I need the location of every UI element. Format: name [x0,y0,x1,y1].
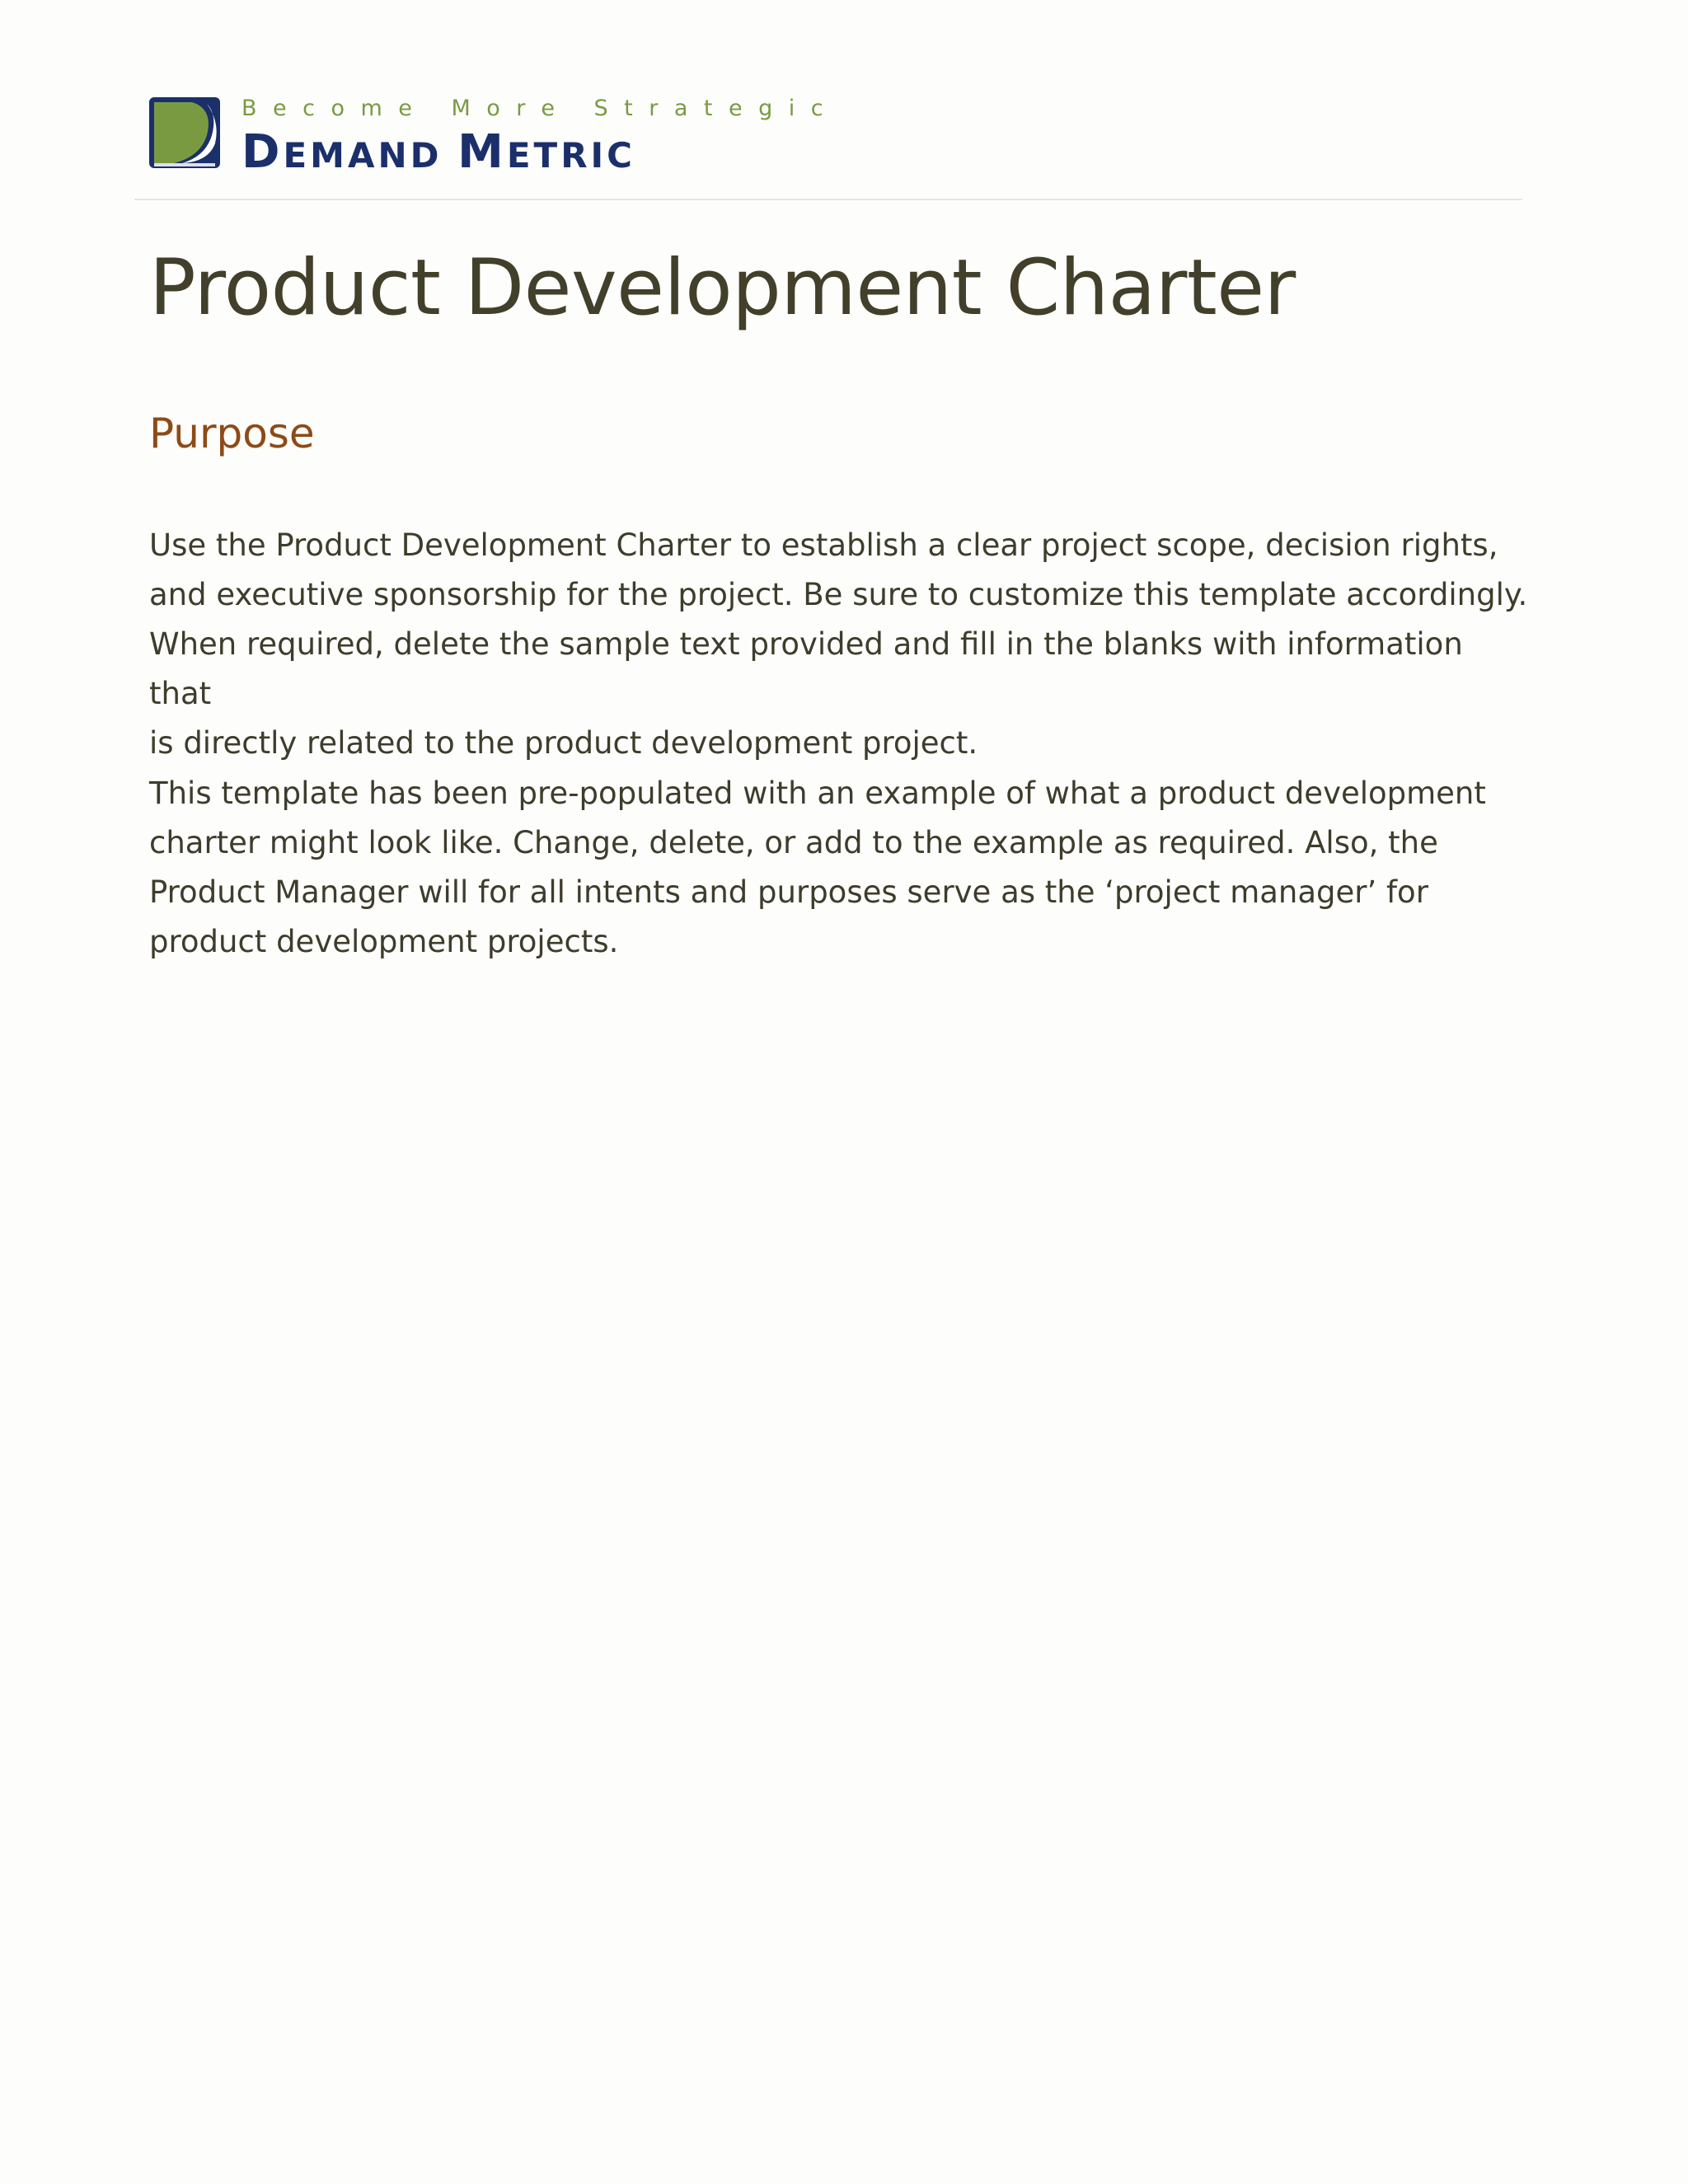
section-heading-purpose: Purpose [149,410,315,457]
document-title: Product Development Charter [149,243,1296,333]
purpose-paragraph-1: Use the Product Development Charter to establish a clear project scope, decision rights, and executive sponsorship for the project. Be sure to customize this template accordingly. When required, delete the sample text provided and fill in the blanks with information that is directly related to the product development project. [149,527,1528,761]
logo-wordmark-etric: ETRIC [506,135,635,176]
demand-metric-logo [149,92,840,179]
logo-mark-icon [149,97,220,168]
logo-wordmark [241,125,635,179]
logo-tagline: Become More Strategic [241,96,840,121]
logo-wordmark-d: D [241,125,284,179]
logo-wordmark-m: M [457,125,507,179]
purpose-paragraph-2: This template has been pre-populated with an example of what a product development charter might look like. Change, delete, or add to the example as required. Also, the Product Manager will for all intents and purposes serve as the ‘project manager’ for product development projects. [149,776,1486,959]
logo-wordmark-space [443,135,458,176]
header-divider [134,199,1522,200]
logo-wordmark-emand: EMAND [283,135,443,176]
